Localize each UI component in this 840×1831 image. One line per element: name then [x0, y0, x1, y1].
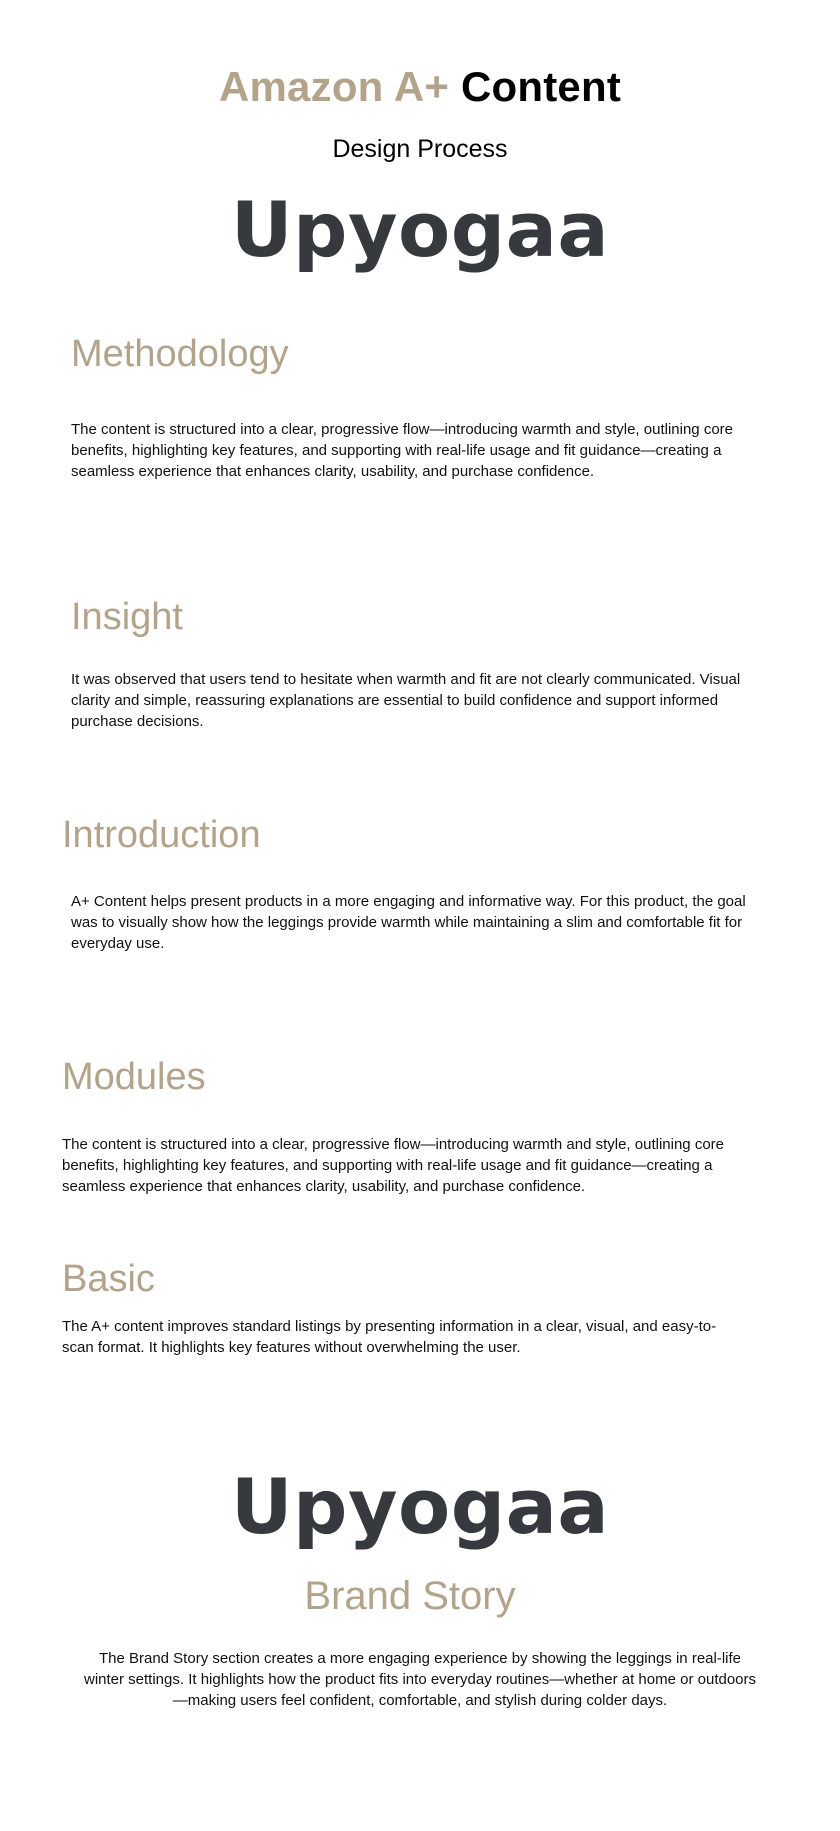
introduction-heading: Introduction [62, 814, 261, 856]
page-title [0, 64, 840, 110]
brand-story-heading: Brand Story [304, 1574, 516, 1618]
basic-text: The A+ content improves standard listings by presenting information in a clear, visual, and easy-to-scan format. It highlights key features without overwhelming the user. [62, 1318, 717, 1356]
insight-text: It was observed that users tend to hesitate when warmth and fit are not clearly communicated. Visual clarity and simple, reassuring explanations are essential to build confidence and support informed purchase decisions. [71, 671, 741, 730]
modules-text: The content is structured into a clear, progressive flow—introducing warmth and style, outlining core benefits, highlighting key features, and supporting with real-life usage and fit guidance—creating a seamless experience that enhances clarity, usability, and purchase confidence. [62, 1136, 724, 1195]
modules-heading: Modules [62, 1056, 206, 1098]
brand-logo: Upyogaa [230, 185, 610, 274]
brand-story-text: The Brand Story section creates a more engaging experience by showing the leggings in real-life winter settings. It highlights how the product fits into everyday routines—whether at home or outdoors—making users feel confident, comfortable, and stylish during colder days. [83, 1650, 757, 1709]
introduction-text: A+ Content helps present products in a more engaging and informative way. For this product, the goal was to visually show how the leggings provide warmth while maintaining a slim and comfortable fit for everyday use. [71, 893, 746, 952]
page-title-dark: Content [460, 63, 622, 110]
methodology-heading: Methodology [71, 333, 289, 375]
page-title-accent: Amazon A+ [218, 63, 450, 110]
page-subtitle: Design Process [332, 135, 508, 163]
methodology-text: The content is structured into a clear, progressive flow—introducing warmth and style, outlining core benefits, highlighting key features, and supporting with real-life usage and fit guidance—creating a seamless experience that enhances clarity, usability, and purchase confidence. [71, 421, 733, 480]
insight-heading: Insight [71, 596, 183, 638]
basic-heading: Basic [62, 1258, 155, 1300]
brand-logo-bottom: Upyogaa [230, 1462, 610, 1551]
